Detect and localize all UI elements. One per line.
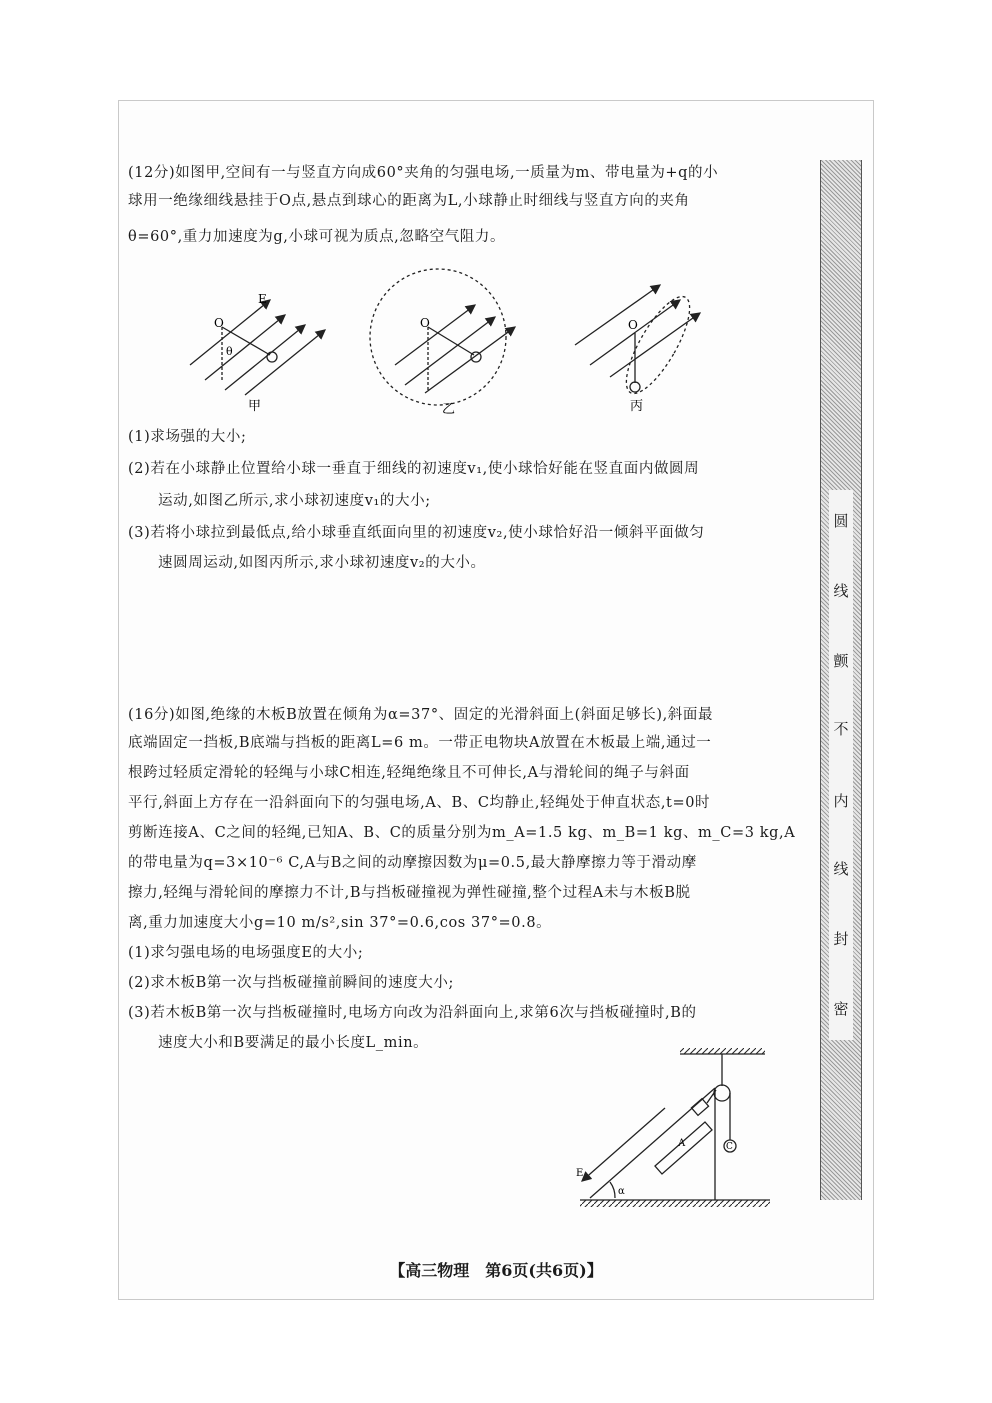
label-alpha: α <box>618 1186 625 1197</box>
seal-char: 线 <box>833 582 849 600</box>
q2-line-4: 平行,斜面上方存在一沿斜面向下的匀强电场,A、B、C均静止,轻绳处于伸直状态,t=0时 <box>128 795 711 811</box>
q2-figure <box>570 1048 780 1223</box>
q1-sub-3: (3)若将小球拉到最低点,给小球垂直纸面向里的初速度v₂,使小球恰好沿一倾斜平面做匀 <box>128 525 705 541</box>
dashed-circle <box>370 269 506 405</box>
label-O: O <box>214 316 224 330</box>
q2-line-5: 剪断连接A、C之间的轻绳,已知A、B、C的质量分别为m_A=1.5 kg、m_B=1 kg、m_C=3 kg,A <box>128 825 796 841</box>
ball <box>630 382 640 392</box>
field-line <box>225 325 305 390</box>
seal-char: 内 <box>833 792 849 810</box>
q2-sub-2: (2)求木板B第一次与挡板碰撞前瞬间的速度大小; <box>128 975 454 991</box>
seal-box <box>829 490 853 1040</box>
label-A: A <box>678 1138 686 1149</box>
label-jia: 甲 <box>248 399 262 414</box>
ground-hatch <box>580 1200 770 1207</box>
label-O-bing: O <box>628 318 638 332</box>
q1-sub-2: (2)若在小球静止位置给小球一垂直于细线的初速度v₁,使小球恰好能在竖直面内做圆周 <box>128 461 700 477</box>
seal-char: 封 <box>833 930 849 948</box>
angle-arc <box>610 1182 615 1198</box>
q2-line-1: (16分)如图,绝缘的木板B放置在倾角为α=37°、固定的光滑斜面上(斜面足够长),斜面最 <box>128 707 714 723</box>
ball <box>267 352 277 362</box>
seal-char: 线 <box>833 860 849 878</box>
seal-char: 圆 <box>833 512 849 530</box>
q2-line-3: 根跨过轻质定滑轮的轻绳与小球C相连,轻绳绝缘且不可伸长,A与滑轮间的绳子与斜面 <box>128 765 690 781</box>
q1-sub-3b: 速圆周运动,如图丙所示,求小球初速度v₂的大小。 <box>158 555 486 571</box>
page-footer: 【高三物理 第6页(共6页)】 <box>389 1261 603 1280</box>
q2-line-7: 擦力,轻绳与滑轮间的摩擦力不计,B与挡板碰撞视为弹性碰撞,整个过程A未与木板B脱 <box>128 885 691 901</box>
label-O-yi: O <box>420 316 430 330</box>
q2-line-6: 的带电量为q=3×10⁻⁶ C,A与B之间的动摩擦因数为μ=0.5,最大静摩擦力等于滑动摩 <box>128 855 697 871</box>
label-E: E <box>258 292 267 306</box>
q1-figures <box>180 255 720 415</box>
q1-line-3: θ=60°,重力加速度为g,小球可视为质点,忽略空气阻力。 <box>128 229 506 245</box>
q2-sub-3b: 速度大小和B要满足的最小长度L_min。 <box>158 1035 429 1051</box>
field-line <box>395 305 475 365</box>
dashed-ellipse <box>615 288 701 401</box>
label-bing: 丙 <box>630 399 644 414</box>
seal-strip <box>820 160 862 1200</box>
q2-sub-3: (3)若木板B第一次与挡板碰撞时,电场方向改为沿斜面向上,求第6次与挡板碰撞时,B的 <box>128 1005 697 1021</box>
field-line <box>610 313 700 377</box>
q1-sub-1: (1)求场强的大小; <box>128 429 247 445</box>
label-C: C <box>726 1142 733 1152</box>
field-arrow <box>582 1108 665 1181</box>
seal-char: 颤 <box>833 652 849 670</box>
ceiling-hatch <box>680 1048 765 1054</box>
figure-bing <box>575 285 701 402</box>
label-E: E <box>576 1168 584 1179</box>
q2-sub-1: (1)求匀强电场的电场强度E的大小; <box>128 945 364 961</box>
q1-line-1: (12分)如图甲,空间有一与竖直方向成60°夹角的匀强电场,一质量为m、带电量为+q的小 <box>128 165 719 181</box>
q2-line-8: 离,重力加速度大小g=10 m/s²,sin 37°=0.6,cos 37°=0.8。 <box>128 915 552 931</box>
label-theta: θ <box>226 345 233 358</box>
seal-char: 密 <box>833 1000 849 1018</box>
pulley <box>714 1085 730 1101</box>
q1-line-2: 球用一绝缘细线悬挂于O点,悬点到球心的距离为L,小球静止时细线与竖直方向的夹角 <box>128 193 690 209</box>
figure-jia <box>190 300 325 395</box>
seal-char: 不 <box>833 720 849 738</box>
field-line <box>575 285 660 345</box>
q1-sub-2b: 运动,如图乙所示,求小球初速度v₁的大小; <box>158 493 431 509</box>
ball <box>471 352 481 362</box>
field-line <box>245 330 325 395</box>
label-yi: 乙 <box>442 402 456 415</box>
q2-line-2: 底端固定一挡板,B底端与挡板的距离L=6 m。一带正电物块A放置在木板最上端,通过一 <box>128 735 712 751</box>
figure-yi <box>370 269 515 405</box>
